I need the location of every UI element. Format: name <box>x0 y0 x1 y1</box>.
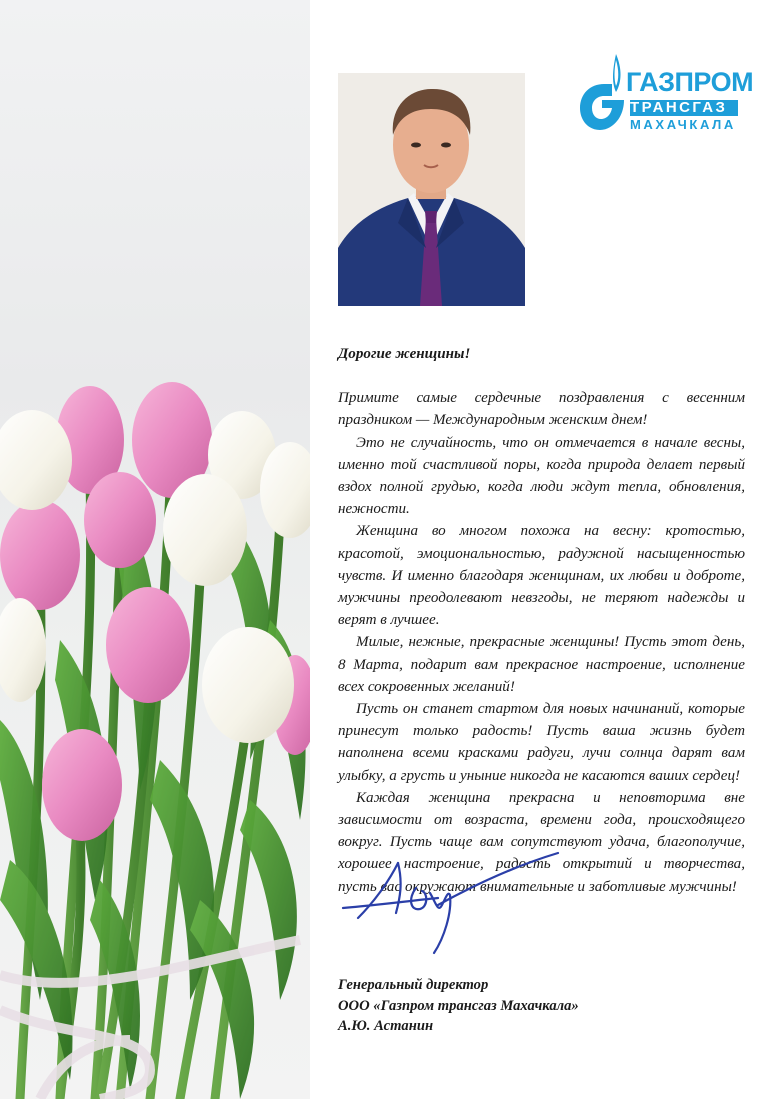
tulip-illustration <box>0 0 310 1099</box>
tulip-bouquet-image <box>0 0 310 1099</box>
gazprom-flame-logo-icon <box>578 52 630 134</box>
letter-paragraph: Пусть он станет стартом для новых начинаний, которые принесут только радость! Пусть ваша жизнь будет наполнена всеми красками радуги, лучи солнца дарят вам улыбку, а грусть и уныние никогда не касаются ваших сердец! <box>338 701 745 784</box>
logo-line-makhachkala: МАХАЧКАЛА <box>630 117 736 132</box>
logo-line-gazprom: ГАЗПРОМ <box>626 67 754 97</box>
portrait-illustration <box>338 73 525 306</box>
signoff-name: А.Ю. Астанин <box>338 1018 434 1034</box>
letter-paragraph: Милые, нежные, прекрасные женщины! Пусть этот день, 8 Марта, подарит вам прекрасное настроение, исполнение всех сокровенных желаний! <box>338 634 745 695</box>
letter-greeting: Дорогие женщины! <box>338 346 471 362</box>
letter-paragraph: Примите самые сердечные поздравления с весенним праздником — Международным женским днем! <box>338 390 745 429</box>
handwritten-signature-icon <box>338 843 568 963</box>
letter-paragraph: Каждая женщина прекрасна и неповторима вне зависимости от возраста, времени года, происходящего вокруг. Пусть чаще вам сопутствуют удача, благополучие, хорошее настроение, радость открытий и творчества, пусть вас окружают внимательные и заботливые мужчины! <box>338 789 745 895</box>
signoff-company: ООО «Газпром трансгаз Махачкала» <box>338 997 579 1014</box>
signoff-title: Генеральный директор <box>338 977 489 993</box>
gazprom-transgaz-logo <box>578 52 754 134</box>
signoff-block <box>338 975 698 1037</box>
director-portrait-photo <box>338 73 525 306</box>
logo-line-transgaz: ТРАНСГАЗ <box>630 99 728 116</box>
letter-body <box>338 343 745 898</box>
signature-scribble <box>338 843 568 963</box>
letter-paragraph: Женщина во многом похожа на весну: кротостью, красотой, эмоциональностью, радужной насыщенностью чувств. И именно благодаря женщинам, их любви и доброте, мужчины преодолевают невзгоды, не теряют надежды и верят в лучшее. <box>338 523 745 629</box>
letter-paragraph: Это не случайность, что он отмечается в начале весны, именно той счастливой поры, когда природа делает первый вздох полной грудью, когда люди ждут тепла, обновления, нежности. <box>338 434 745 518</box>
